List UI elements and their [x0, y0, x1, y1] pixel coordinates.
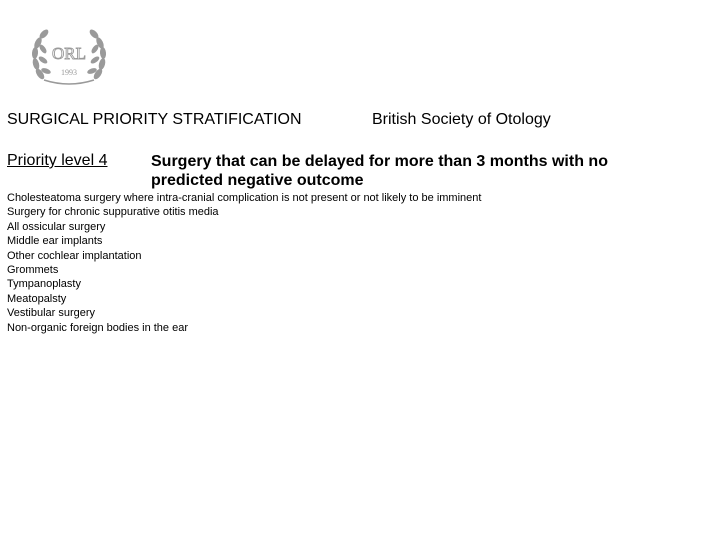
list-item: Vestibular surgery — [7, 307, 96, 320]
logo-text: ORL — [52, 44, 86, 63]
orl-logo — [30, 24, 108, 90]
list-item: All ossicular surgery — [7, 220, 106, 233]
list-item: Non-organic foreign bodies in the ear — [7, 321, 189, 334]
list-item: Grommets — [7, 264, 59, 277]
list-item: Middle ear implants — [7, 235, 103, 248]
list-item: Other cochlear implantation — [7, 249, 142, 262]
logo-year: 1993 — [61, 68, 77, 77]
priority-description: Surgery that can be delayed for more than 3 months with no predicted negative outcome — [151, 153, 608, 189]
list-item: Surgery for chronic suppurative otitis media — [7, 206, 219, 219]
list-item: Cholesteatoma surgery where intra-cranial complication is not present or not likely to be imminent — [7, 192, 482, 204]
procedure-list — [7, 191, 481, 335]
laurel-wreath-icon — [30, 24, 108, 90]
priority-level-label: Priority level 4 — [7, 152, 108, 169]
list-item: Tympanoplasty — [7, 278, 81, 291]
page-title: SURGICAL PRIORITY STRATIFICATION — [7, 111, 302, 128]
organization-name: British Society of Otology — [372, 111, 551, 128]
list-item: Meatopalsty — [7, 292, 67, 305]
